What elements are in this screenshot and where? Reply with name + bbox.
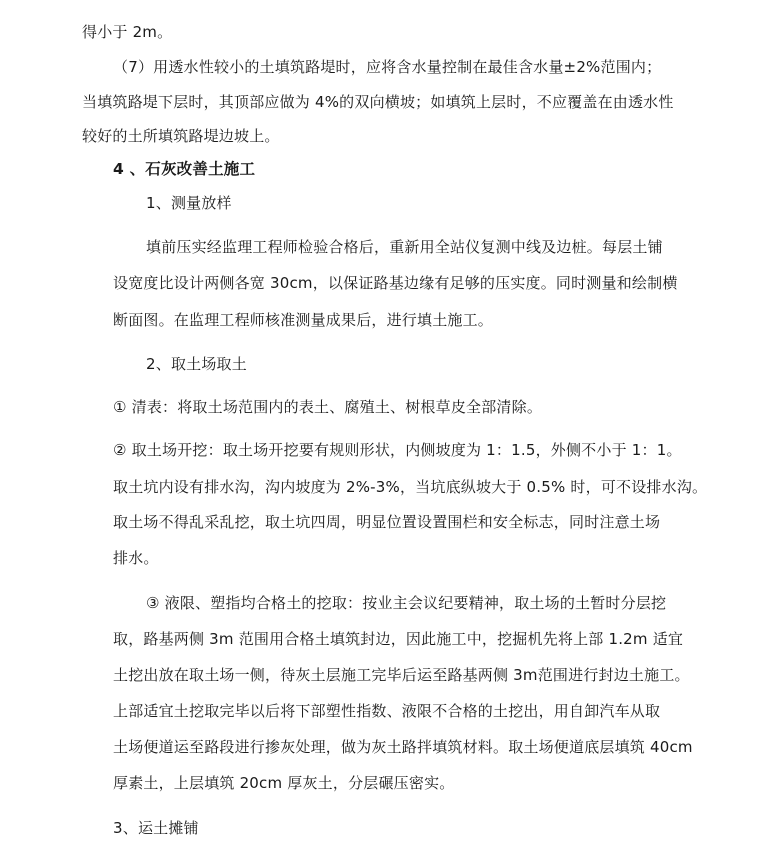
text-line: 土挖出放在取土场一侧，待灰土层施工完毕后运至路基两侧 3m范围进行封边土施工。 <box>113 666 690 684</box>
text-line: 取土场不得乱采乱挖，取土坑四周，明显位置设置围栏和安全标志，同时注意土场 <box>113 513 661 531</box>
text-line: 较好的土所填筑路堤边坡上。 <box>82 127 280 145</box>
text-line: ② 取土场开挖：取土场开挖要有规则形状，内侧坡度为 1：1.5，外侧不小于 1：1。 <box>113 441 682 459</box>
text-line: 断面图。在监理工程师核准测量成果后，进行填土施工。 <box>113 311 494 329</box>
text-line: 土场便道运至路段进行掺灰处理，做为灰土路拌填筑材料。取土场便道底层填筑 40cm <box>113 738 693 756</box>
section-heading: 4 、石灰改善土施工 <box>113 160 256 178</box>
subsection-heading: 2、取土场取土 <box>146 355 247 373</box>
subsection-heading: 1、测量放样 <box>146 194 232 212</box>
text-line: 设宽度比设计两侧各宽 30cm，以保证路基边缘有足够的压实度。同时测量和绘制横 <box>113 274 678 292</box>
text-line: 厚素土，上层填筑 20cm 厚灰土，分层碾压密实。 <box>113 774 455 792</box>
text-line: ① 清表：将取土场范围内的表土、腐殖土、树根草皮全部清除。 <box>113 398 543 416</box>
text-line: （7）用透水性较小的土填筑路堤时，应将含水量控制在最佳含水量±2%范围内； <box>113 58 662 76</box>
text-line: 取土坑内设有排水沟，沟内坡度为 2%-3%，当坑底纵坡大于 0.5% 时，可不设排水沟。 <box>113 478 708 496</box>
subsection-heading: 3、运土摊铺 <box>113 819 199 837</box>
text-line: ③ 液限、塑指均合格土的挖取：按业主会议纪要精神，取土场的土暂时分层挖 <box>146 594 667 612</box>
text-line: 取，路基两侧 3m 范围用合格土填筑封边，因此施工中，挖掘机先将上部 1.2m 适宜 <box>113 630 684 648</box>
text-line: 当填筑路堤下层时，其顶部应做为 4%的双向横坡；如填筑上层时，不应覆盖在由透水性 <box>82 93 674 111</box>
text-line: 排水。 <box>113 549 159 567</box>
text-line: 得小于 2m。 <box>82 23 173 41</box>
text-line: 上部适宜土挖取完毕以后将下部塑性指数、液限不合格的土挖出，用自卸汽车从取 <box>113 702 661 720</box>
text-line: 填前压实经监理工程师检验合格后，重新用全站仪复测中线及边桩。每层土铺 <box>146 238 663 256</box>
